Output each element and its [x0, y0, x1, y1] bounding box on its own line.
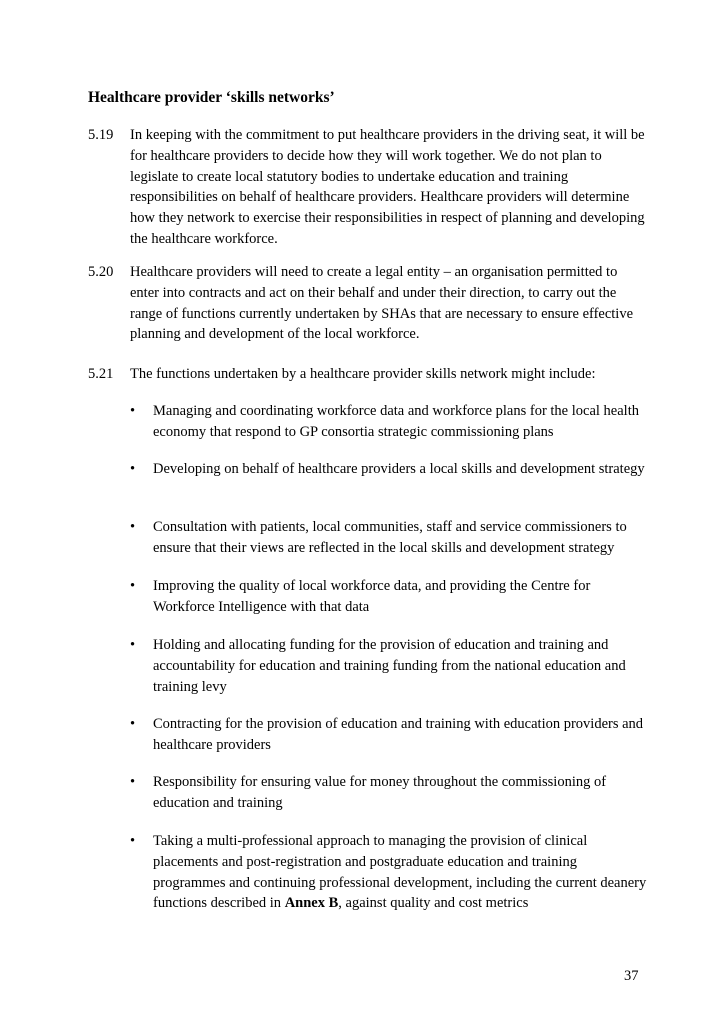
list-item: [130, 714, 650, 756]
list-item-text: Improving the quality of local workforce data, and providing the Centre for Workforce Intelligence with that data: [153, 578, 591, 615]
list-item-text: Developing on behalf of healthcare providers a local skills and development strategy: [153, 461, 645, 477]
list-item: [130, 772, 650, 814]
list-item: [130, 459, 650, 480]
bullet-icon: •: [130, 716, 136, 732]
bullet-icon: •: [130, 833, 136, 849]
page-number: 37: [624, 968, 639, 984]
paragraph-number: 5.20: [88, 264, 114, 280]
list-item: [130, 576, 650, 618]
list-item-text: Managing and coordinating workforce data and workforce plans for the local health economy that respond to GP consortia strategic commissioning plans: [153, 403, 639, 440]
paragraph-text: Healthcare providers will need to create a legal entity – an organisation permitted to enter into contracts and act on their behalf and under their direction, to carry out the range of functions currently undertaken by SHAs that are necessary to ensure effective planning and development of the local workforce.: [130, 264, 634, 343]
bullet-icon: •: [130, 774, 136, 790]
list-item-text-end: , against quality and cost metrics: [338, 895, 529, 912]
list-item-text: Responsibility for ensuring value for money throughout the commissioning of education and training: [153, 774, 607, 811]
list-item-text: [153, 831, 650, 914]
paragraph-text: In keeping with the commitment to put healthcare providers in the driving seat, it will be for healthcare providers to decide how they will work together. We do not plan to legislate to create local statutory bodies to undertake education and training responsibilities on behalf of healthcare providers. Healthcare providers will determine how they network to exercise their responsibilities in respect of planning and developing the healthcare workforce.: [130, 127, 645, 247]
list-item: [130, 831, 650, 914]
bullet-icon: •: [130, 461, 136, 477]
section-heading: Healthcare provider ‘skills networks’: [88, 89, 335, 106]
bullet-icon: •: [130, 403, 136, 419]
paragraph-5-21: [88, 364, 648, 385]
list-item-text-start: Taking a multi-professional approach to managing the provision of clinical placements and post-registration and postgraduate education and training programmes and continuing professional development, including the current deanery functions described in: [153, 833, 647, 912]
paragraph-number: 5.19: [88, 127, 114, 143]
paragraph-number: 5.21: [88, 366, 114, 382]
paragraph-text: The functions undertaken by a healthcare provider skills network might include:: [130, 366, 596, 382]
paragraph-5-20: [88, 262, 648, 345]
bullet-icon: •: [130, 519, 136, 535]
annex-b-reference: Annex B: [284, 895, 339, 912]
list-item-text: Holding and allocating funding for the provision of education and training and accountability for education and training funding from the national education and training levy: [153, 637, 626, 695]
list-item: [130, 517, 650, 559]
list-item-text: Contracting for the provision of education and training with education providers and healthcare providers: [153, 716, 644, 753]
list-item: [130, 401, 650, 443]
bullet-icon: •: [130, 637, 136, 653]
list-item-text: Consultation with patients, local communities, staff and service commissioners to ensure that their views are reflected in the local skills and development strategy: [153, 519, 627, 556]
bullet-icon: •: [130, 578, 136, 594]
paragraph-5-19: [88, 125, 648, 250]
list-item: [130, 635, 650, 697]
